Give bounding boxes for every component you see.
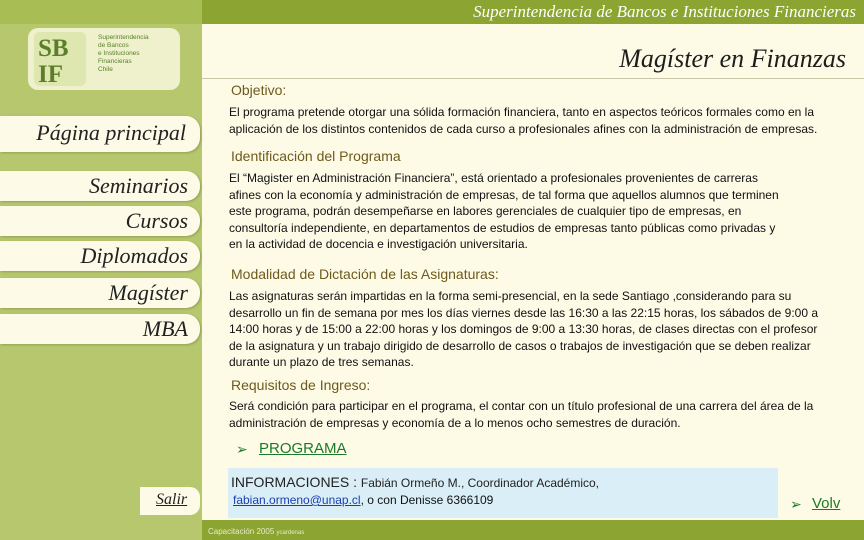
- requisitos-heading: Requisitos de Ingreso:: [231, 377, 371, 393]
- nav-label: Diplomados: [80, 243, 188, 268]
- nav-label: Seminarios: [89, 173, 188, 198]
- exit-button[interactable]: [140, 487, 200, 515]
- nav-magister[interactable]: [0, 278, 200, 308]
- email-link[interactable]: fabian.ormeno@unap.cl: [233, 493, 361, 507]
- top-banner-left: [0, 0, 202, 24]
- nav-home[interactable]: [0, 116, 200, 152]
- nav-mba[interactable]: [0, 314, 200, 344]
- info-phone: , o con Denisse 6366109: [360, 493, 494, 507]
- exit-label: Salir: [156, 491, 188, 508]
- requisitos-text: Será condición para participar en el programa, el contar con un título profesional de una carrera del área de la administración de empresas y economía de a lo menos ocho semestres de duración.: [229, 399, 814, 430]
- nav-cursos[interactable]: [0, 206, 200, 236]
- info-label: INFORMACIONES :: [231, 474, 361, 490]
- info-line-2: [233, 493, 493, 507]
- footer-label: Capacitación 2005: [208, 527, 275, 536]
- objetivo-text: El programa pretende otorgar una sólida formación financiera, tanto en aspectos teóricos formales como en la aplicación de los distintos contenidos de cada curso a profesionales afines con la administración de empresas.: [229, 105, 818, 136]
- nav-label: Magíster: [108, 280, 188, 305]
- svg-text:IF: IF: [38, 61, 63, 86]
- footer-author: ycardenas: [276, 530, 305, 536]
- info-contact: Fabián Ormeño M., Coordinador Académico,: [360, 476, 600, 490]
- nav-diplomados[interactable]: [0, 241, 200, 271]
- logo-text: Superintendencia de Bancos e Instituciones Financieras Chile: [98, 34, 149, 73]
- header-divider: [202, 78, 864, 79]
- objetivo-heading: Objetivo:: [231, 82, 287, 98]
- programa-link[interactable]: PROGRAMA: [259, 440, 347, 457]
- footer-text: [208, 527, 304, 536]
- svg-text:SB: SB: [38, 35, 69, 62]
- identificacion-text: El “Magister en Administración Financiera”, está orientado a profesionales provenientes de carreras afines con la economía y administración de empresas, de tal forma que aquellos alumnos que terminen este programa, podrán desempeñarse en labores gerenciales de cualquier tipo de empresas, en consultoría independiente, en departamentos de estudios de empresas tanto públicas como privadas y en la actividad de docencia e investigación universitaria.: [229, 171, 779, 252]
- nav-home-label: Página principal: [36, 120, 186, 145]
- banner-text: Superintendencia de Bancos e Instituciones Financieras: [473, 2, 856, 21]
- identificacion-heading: Identificación del Programa: [231, 148, 401, 164]
- nav-label: MBA: [142, 316, 188, 341]
- modalidad-heading: Modalidad de Dictación de las Asignaturas:: [231, 266, 499, 282]
- arrow-bullet-icon: ➢: [790, 496, 802, 512]
- info-line: [231, 474, 599, 490]
- modalidad-text: Las asignaturas serán impartidas en la forma semi-presencial, en la sede Santiago ,considerando para su desarrollo un fin de semana por mes los días viernes desde las 16:30 a las 22:15 horas, los sábados de 9:00 a 14:00 horas y de 15:00 a 22:00 horas y los domingos de 9:00 a 13:30 horas, de clases directas con el profesor de la asignatura y un trabajo dirigido de desarrollo de casos o trabajos de investigación que se deben realizar durante un plazo de tres semanas.: [229, 289, 819, 370]
- page-title: Magíster en Finanzas: [619, 44, 846, 73]
- arrow-bullet-icon: ➢: [236, 441, 248, 457]
- logo-mark: [34, 32, 86, 86]
- nav-seminarios[interactable]: [0, 171, 200, 201]
- nav-label: Cursos: [125, 208, 188, 233]
- sbif-logo[interactable]: [28, 28, 180, 90]
- back-link[interactable]: Volv: [812, 495, 841, 512]
